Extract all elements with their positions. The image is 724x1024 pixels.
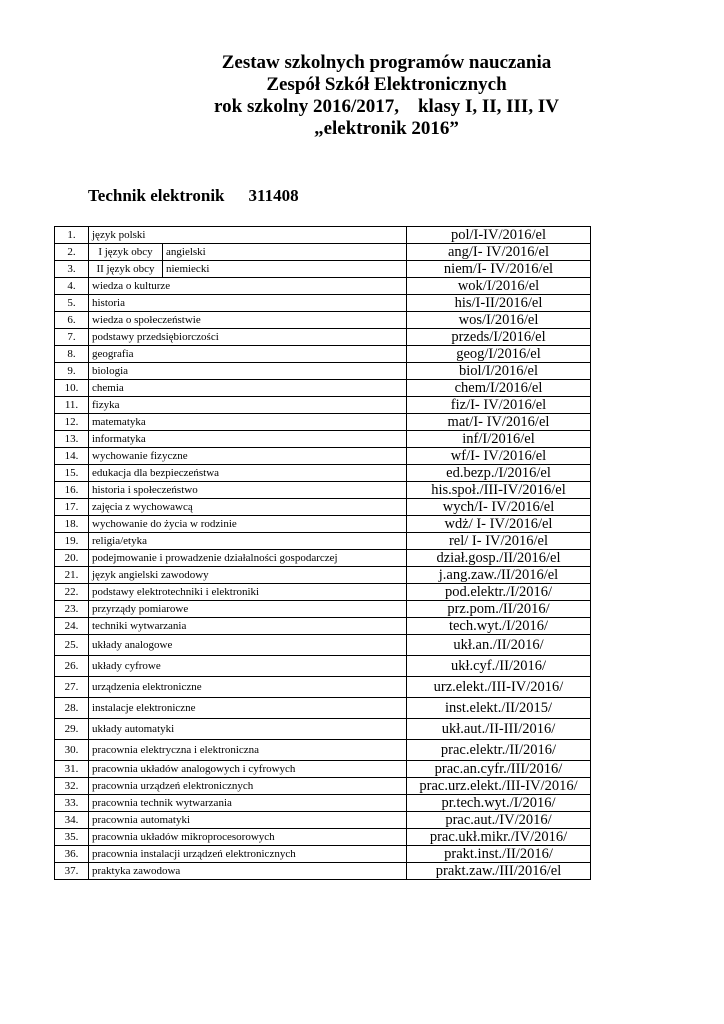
table-row xyxy=(55,829,591,846)
subject-name: podstawy przedsiębiorczości xyxy=(89,329,407,346)
table-row xyxy=(55,778,591,795)
subject-name: geografia xyxy=(89,346,407,363)
subject-name: praktyka zawodowa xyxy=(89,863,407,880)
subject-name: przyrządy pomiarowe xyxy=(89,601,407,618)
title-line-3: rok szkolny 2016/2017, klasy I, II, III, IV xyxy=(214,96,559,117)
table-row xyxy=(55,618,591,635)
program-code: prac.ukł.mikr./IV/2016/ xyxy=(407,829,591,846)
table-row xyxy=(55,761,591,778)
table-row xyxy=(55,795,591,812)
row-number: 26. xyxy=(55,656,89,677)
table-row xyxy=(55,567,591,584)
program-code: geog/I/2016/el xyxy=(407,346,591,363)
subject-name: biologia xyxy=(89,363,407,380)
row-number: 14. xyxy=(55,448,89,465)
subject-name: pracownia elektryczna i elektroniczna xyxy=(89,740,407,761)
row-number: 1. xyxy=(55,227,89,244)
table-row xyxy=(55,414,591,431)
table-row xyxy=(55,244,591,261)
row-number: 34. xyxy=(55,812,89,829)
subject-name: język angielski zawodowy xyxy=(89,567,407,584)
table-row xyxy=(55,295,591,312)
row-number: 21. xyxy=(55,567,89,584)
row-number: 13. xyxy=(55,431,89,448)
title-line-1: Zestaw szkolnych programów nauczania xyxy=(221,52,552,73)
program-code: ukł.aut./II-III/2016/ xyxy=(407,719,591,740)
program-code: ang/I- IV/2016/el xyxy=(407,244,591,261)
program-code: prakt.inst./II/2016/ xyxy=(407,846,591,863)
row-number: 20. xyxy=(55,550,89,567)
table-row xyxy=(55,677,591,698)
subject-name: historia i społeczeństwo xyxy=(89,482,407,499)
row-number: 15. xyxy=(55,465,89,482)
table-row xyxy=(55,863,591,880)
row-number: 25. xyxy=(55,635,89,656)
subject-name: pracownia technik wytwarzania xyxy=(89,795,407,812)
row-number: 6. xyxy=(55,312,89,329)
program-code: ukł.an./II/2016/ xyxy=(407,635,591,656)
row-number: 11. xyxy=(55,397,89,414)
row-number: 10. xyxy=(55,380,89,397)
subject-name: religia/etyka xyxy=(89,533,407,550)
row-number: 35. xyxy=(55,829,89,846)
table-row xyxy=(55,719,591,740)
subject-name: wiedza o społeczeństwie xyxy=(89,312,407,329)
subject-name: informatyka xyxy=(89,431,407,448)
profession-code: 311408 xyxy=(248,186,299,205)
program-code: wdż/ I- IV/2016/el xyxy=(407,516,591,533)
row-number: 17. xyxy=(55,499,89,516)
table-row xyxy=(55,312,591,329)
subject-name: zajęcia z wychowawcą xyxy=(89,499,407,516)
table-row xyxy=(55,698,591,719)
program-code: biol/I/2016/el xyxy=(407,363,591,380)
row-number: 19. xyxy=(55,533,89,550)
subject-name: układy automatyki xyxy=(89,719,407,740)
subject-name: historia xyxy=(89,295,407,312)
row-number: 28. xyxy=(55,698,89,719)
subject-name: chemia xyxy=(89,380,407,397)
subject-name: wychowanie fizyczne xyxy=(89,448,407,465)
table-row xyxy=(55,465,591,482)
row-number: 3. xyxy=(55,261,89,278)
table-row xyxy=(55,516,591,533)
row-number: 9. xyxy=(55,363,89,380)
table-row xyxy=(55,431,591,448)
table-row xyxy=(55,812,591,829)
row-number: 7. xyxy=(55,329,89,346)
program-code: wos/I/2016/el xyxy=(407,312,591,329)
table-row xyxy=(55,846,591,863)
title-line-2: Zespół Szkół Elektronicznych xyxy=(266,74,507,95)
subject-language: angielski xyxy=(163,244,407,261)
table-row xyxy=(55,635,591,656)
table-row xyxy=(55,740,591,761)
subject-name: pracownia urządzeń elektronicznych xyxy=(89,778,407,795)
subject-name: wychowanie do życia w rodzinie xyxy=(89,516,407,533)
program-code: ed.bezp./I/2016/el xyxy=(407,465,591,482)
subject-name: język polski xyxy=(89,227,407,244)
program-code: prac.an.cyfr./III/2016/ xyxy=(407,761,591,778)
program-code: pod.elektr./I/2016/ xyxy=(407,584,591,601)
table-row xyxy=(55,482,591,499)
program-code: his/I-II/2016/el xyxy=(407,295,591,312)
row-number: 33. xyxy=(55,795,89,812)
table-row xyxy=(55,601,591,618)
program-code: tech.wyt./I/2016/ xyxy=(407,618,591,635)
subject-name: układy cyfrowe xyxy=(89,656,407,677)
subject-name: pracownia automatyki xyxy=(89,812,407,829)
program-code: mat/I- IV/2016/el xyxy=(407,414,591,431)
row-number: 37. xyxy=(55,863,89,880)
program-code: wok/I/2016/el xyxy=(407,278,591,295)
program-code: chem/I/2016/el xyxy=(407,380,591,397)
subject-name: edukacja dla bezpieczeństwa xyxy=(89,465,407,482)
table-row xyxy=(55,261,591,278)
program-code: wych/I- IV/2016/el xyxy=(407,499,591,516)
document-title xyxy=(0,52,724,140)
program-code: his.społ./III-IV/2016/el xyxy=(407,482,591,499)
subject-name: układy analogowe xyxy=(89,635,407,656)
subject-name: podejmowanie i prowadzenie działalności gospodarczej xyxy=(89,550,407,567)
subject-name: wiedza o kulturze xyxy=(89,278,407,295)
table-row xyxy=(55,397,591,414)
program-code: fiz/I- IV/2016/el xyxy=(407,397,591,414)
subject-name: instalacje elektroniczne xyxy=(89,698,407,719)
table-row xyxy=(55,278,591,295)
program-code: prz.pom./II/2016/ xyxy=(407,601,591,618)
subject-name: techniki wytwarzania xyxy=(89,618,407,635)
row-number: 2. xyxy=(55,244,89,261)
program-code: urz.elekt./III-IV/2016/ xyxy=(407,677,591,698)
subject-name: podstawy elektrotechniki i elektroniki xyxy=(89,584,407,601)
row-number: 16. xyxy=(55,482,89,499)
subject-name: urządzenia elektroniczne xyxy=(89,677,407,698)
row-number: 8. xyxy=(55,346,89,363)
subject-name: II język obcy xyxy=(89,261,163,278)
program-code: prac.urz.elekt./III-IV/2016/ xyxy=(407,778,591,795)
row-number: 31. xyxy=(55,761,89,778)
row-number: 36. xyxy=(55,846,89,863)
program-code: niem/I- IV/2016/el xyxy=(407,261,591,278)
subject-name: pracownia układów mikroprocesorowych xyxy=(89,829,407,846)
table-row xyxy=(55,533,591,550)
table-row xyxy=(55,448,591,465)
program-code: przeds/I/2016/el xyxy=(407,329,591,346)
subject-name: I język obcy xyxy=(89,244,163,261)
row-number: 12. xyxy=(55,414,89,431)
table-row xyxy=(55,329,591,346)
program-code: j.ang.zaw./II/2016/el xyxy=(407,567,591,584)
program-code: prakt.zaw./III/2016/el xyxy=(407,863,591,880)
program-code: ukł.cyf./II/2016/ xyxy=(407,656,591,677)
subject-name: pracownia instalacji urządzeń elektronicznych xyxy=(89,846,407,863)
row-number: 4. xyxy=(55,278,89,295)
subject-name: fizyka xyxy=(89,397,407,414)
program-code: rel/ I- IV/2016/el xyxy=(407,533,591,550)
subject-name: matematyka xyxy=(89,414,407,431)
row-number: 18. xyxy=(55,516,89,533)
program-code: inf/I/2016/el xyxy=(407,431,591,448)
table-row xyxy=(55,499,591,516)
title-line-4: „elektronik 2016” xyxy=(314,118,459,139)
subject-name: pracownia układów analogowych i cyfrowych xyxy=(89,761,407,778)
row-number: 23. xyxy=(55,601,89,618)
program-code: prac.aut./IV/2016/ xyxy=(407,812,591,829)
table-row xyxy=(55,550,591,567)
program-code: wf/I- IV/2016/el xyxy=(407,448,591,465)
row-number: 5. xyxy=(55,295,89,312)
profession-heading xyxy=(88,186,299,206)
program-code: inst.elekt./II/2015/ xyxy=(407,698,591,719)
row-number: 29. xyxy=(55,719,89,740)
table-row xyxy=(55,227,591,244)
row-number: 27. xyxy=(55,677,89,698)
program-code: prac.elektr./II/2016/ xyxy=(407,740,591,761)
table-row xyxy=(55,346,591,363)
profession-name: Technik elektronik xyxy=(88,186,225,205)
row-number: 22. xyxy=(55,584,89,601)
table-row xyxy=(55,584,591,601)
program-code: pr.tech.wyt./I/2016/ xyxy=(407,795,591,812)
table-row xyxy=(55,380,591,397)
row-number: 30. xyxy=(55,740,89,761)
subject-language: niemiecki xyxy=(163,261,407,278)
programs-table xyxy=(54,226,591,880)
table-row xyxy=(55,656,591,677)
row-number: 32. xyxy=(55,778,89,795)
table-row xyxy=(55,363,591,380)
program-code: dział.gosp./II/2016/el xyxy=(407,550,591,567)
row-number: 24. xyxy=(55,618,89,635)
program-code: pol/I-IV/2016/el xyxy=(407,227,591,244)
